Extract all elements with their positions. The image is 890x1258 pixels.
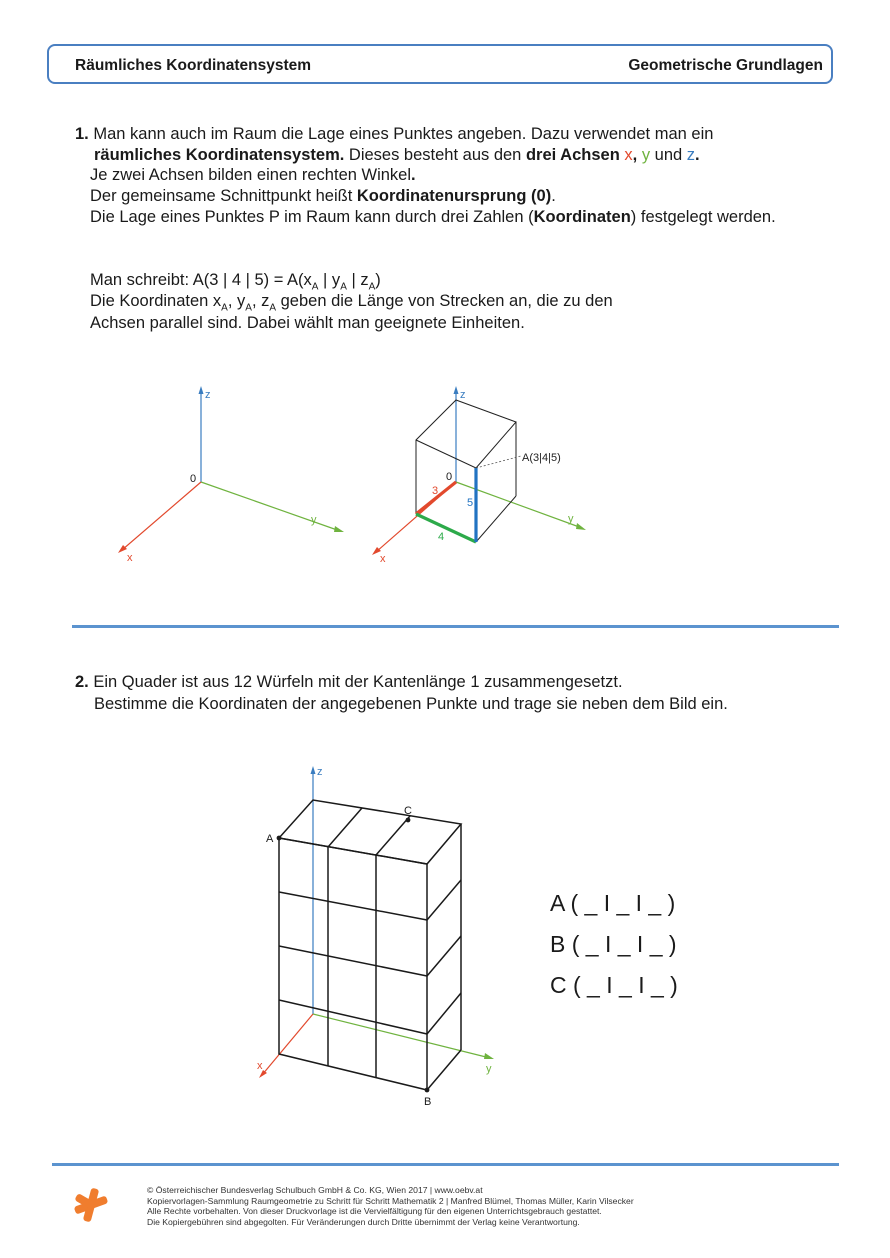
task1-number: 1. [75,125,89,143]
header-topic: Geometrische Grundlagen [628,57,823,74]
y-axis-label: y [568,513,574,525]
task2-line1: 2. Ein Quader ist aus 12 Würfeln mit der Kantenlänge 1 zusammengesetzt. [75,673,623,691]
y-axis-arrow [576,523,586,530]
z-axis-arrow [311,766,316,774]
axes-figure-1 [110,380,350,580]
length-5-label: 5 [467,497,474,509]
z-axis-label: z [205,389,211,401]
z-axis-arrow [199,386,204,394]
section-divider [72,625,839,628]
task1-line8: Achsen parallel sind. Dabei wählt man geeignete Einheiten. [90,314,525,332]
origin-label: 0 [446,471,453,483]
label-leader [476,456,521,468]
y-axis-label: y [486,1063,492,1075]
z-axis-label: z [460,389,466,401]
task1-line1: 1. Man kann auch im Raum die Lage eines Punktes angeben. Dazu verwendet man ein [75,125,714,143]
footer-legal: © Österreichischer Bundesverlag Schulbuch GmbH & Co. KG, Wien 2017 | www.oebv.at Kopiervorlagen-Sammlung Raumgeometrie zu Schritt für Schritt Mathematik 2 | Manfred Blümel, Thomas Müller, Karin Vilsecker Alle Rechte vorbehalten. Von dieser Druckvorlage ist die Vervielfältigung für den eigenen Unterrichtsgebrauch gestattet. Die Kopiergebühren sind abgegolten. Für Veränderungen durch Dritte übernimmt der Verlag keine Verantwortung. [147,1185,634,1227]
task2-line2: Bestimme die Koordinaten der angegebenen Punkte und trage sie neben dem Bild ein. [94,695,728,713]
z-axis-arrow [454,386,459,394]
y-axis-arrow [334,526,344,532]
task1-line2: räumliches Koordinatensystem. Dieses besteht aus den drei Achsen x, y und z. [94,146,700,164]
point-c-label: C [404,805,412,817]
y-axis-arrow [484,1053,494,1059]
task1-line5: Die Lage eines Punktes P im Raum kann durch drei Zahlen (Koordinaten) festgelegt werden. [90,208,776,226]
x-axis-label: x [257,1060,263,1072]
x-axis [262,1014,313,1075]
answer-b-field[interactable]: B ( _ I _ I _ ) [550,931,677,957]
answer-a-field[interactable]: A ( _ I _ I _ ) [550,890,676,916]
task1-line7: Die Koordinaten $x_A$, $y_A$, $z_A$ geben die Länge von Strecken an, die zu den [90,292,613,314]
cuboid-figure [250,760,510,1110]
footer-divider [52,1163,839,1166]
answer-c-field[interactable]: C ( _ I _ I _ ) [550,972,678,998]
y-length-4 [416,514,476,542]
task1-line3: Je zwei Achsen bilden einen rechten Winkel. [90,166,416,184]
y-axis [313,1014,490,1058]
z-axis-label: z [317,766,323,778]
x-axis [122,482,201,550]
task1-line6: Man schreibt: A(3 | 4 | $5) = A(x_A$ | $y_A$ | $z_A$) [90,271,381,293]
task1-line4: Der gemeinsame Schnittpunkt heißt Koordinatenursprung (0). [90,187,556,205]
y-axis [201,482,340,531]
publisher-logo-icon [72,1186,110,1224]
length-4-label: 4 [438,531,445,543]
x-axis-label: x [127,552,133,564]
length-3-label: 3 [432,485,439,497]
task2-number: 2. [75,673,89,691]
point-a-label: A [266,833,274,845]
point-b-dot [425,1088,430,1093]
x-axis-label: x [380,553,386,565]
point-a-dot [277,836,282,841]
point-a-figure [360,380,620,580]
cuboid-wireframe [279,800,461,1090]
header-title: Räumliches Koordinatensystem [75,57,312,74]
page-header [47,44,833,84]
point-c-dot [406,818,411,823]
y-axis-label: y [311,514,317,526]
point-b-label: B [424,1096,432,1108]
point-a-label: A(3|4|5) [522,452,561,464]
origin-label: 0 [190,473,197,485]
